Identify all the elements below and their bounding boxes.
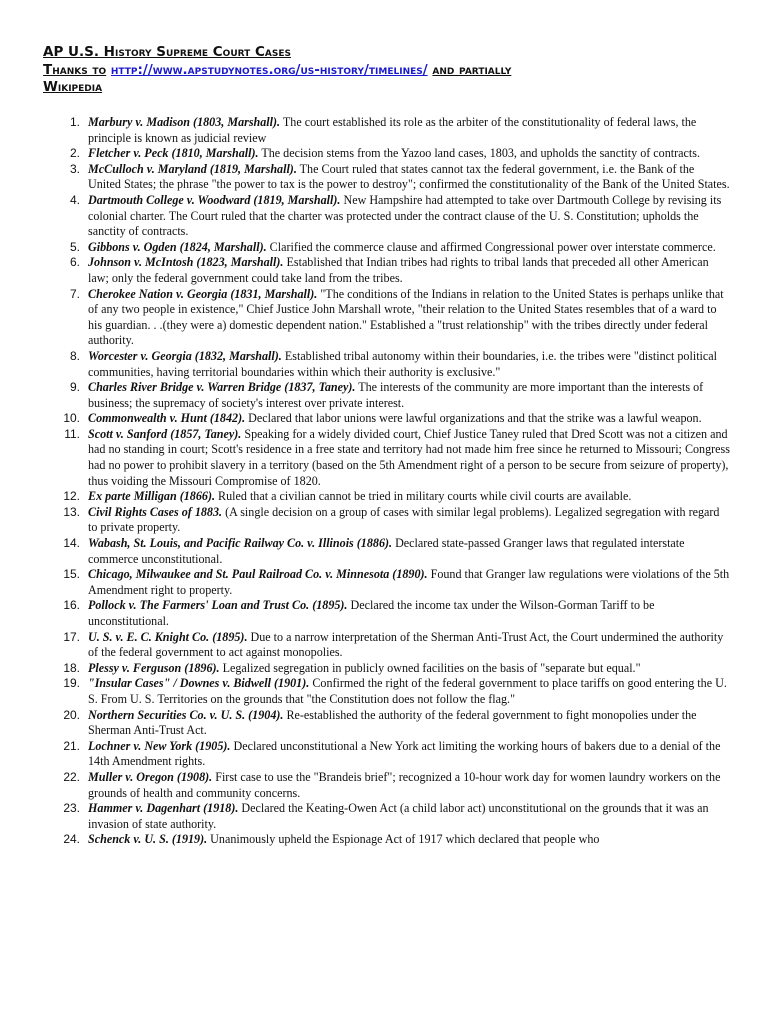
- case-description: Unanimously upheld the Espionage Act of 1917 which declared that people who: [210, 832, 600, 847]
- list-item-number: 18.: [63, 660, 80, 675]
- list-item-number: 20.: [63, 707, 80, 722]
- list-item: [60, 536, 730, 567]
- case-name: Scott v. Sanford (1857, Taney).: [88, 426, 242, 441]
- list-item: [60, 193, 730, 240]
- list-item: [60, 162, 730, 193]
- case-name: Dartmouth College v. Woodward (1819, Marshall).: [88, 192, 341, 207]
- case-name: Worcester v. Georgia (1832, Marshall).: [88, 348, 282, 363]
- list-item: [60, 708, 730, 739]
- list-item: [60, 489, 730, 505]
- case-name: Muller v. Oregon (1908).: [88, 769, 213, 784]
- list-item-number: 10.: [63, 411, 80, 426]
- list-item-number: 7.: [69, 286, 80, 301]
- case-description: The decision stems from the Yazoo land cases, 1803, and upholds the sanctity of contracts.: [261, 146, 700, 161]
- case-description: Speaking for a widely divided court, Chief Justice Taney ruled that Dred Scott was not a citizen and had no standing in court; Scott's residence in a free state and territory had not made him free since he returned to Missouri; Congress had no power to prohibit slavery in a territory (based on the 5th Amendment right of a person to be secure from seizure of property), thus voiding the Missouri Compromise of 1820.: [88, 426, 730, 488]
- case-description: (A single decision on a group of cases with similar legal problems). Legalized segregation with regard to private property.: [88, 504, 720, 535]
- case-name: Cherokee Nation v. Georgia (1831, Marshall).: [88, 286, 318, 301]
- case-description: The Court ruled that states cannot tax the federal government, i.e. the Bank of the United States; the phrase "the power to tax is the power to destroy"; confirmed the constitutionality of the Bank of the United States.: [88, 161, 730, 192]
- list-item: [60, 832, 730, 848]
- case-description: "The conditions of the Indians in relation to the United States is perhaps unlike that of any two people in existence," Chief Justice John Marshall wrote, "their relation to the United States resembles that of a ward to his guardian. . .(they were a) domestic dependent nation." Established a "trust relationship" with the tribes directly under federal authority.: [88, 286, 724, 348]
- document-title: AP U.S. History Supreme Court Cases: [43, 44, 291, 60]
- case-name: Fletcher v. Peck (1810, Marshall).: [88, 146, 259, 161]
- case-name: Hammer v. Dagenhart (1918).: [88, 801, 239, 816]
- case-name: Lochner v. New York (1905).: [88, 738, 231, 753]
- list-item-number: 24.: [63, 832, 80, 847]
- case-description: Confirmed the right of the federal government to place tariffs on good entering the U. S. From U. S. Territories on the grounds that "the Constitution does not follow the flag.": [88, 676, 727, 706]
- list-item: [60, 739, 730, 770]
- list-item-number: 13.: [63, 504, 80, 519]
- list-item: [60, 630, 730, 661]
- list-item-number: 19.: [63, 676, 80, 691]
- source-link[interactable]: http://www.apstudynotes.org/us-history/timelines/: [110, 61, 428, 78]
- case-name: Pollock v. The Farmers' Loan and Trust Co. (1895).: [88, 598, 348, 613]
- credit-prefix: Thanks to: [43, 61, 107, 78]
- list-item: [60, 505, 730, 536]
- case-description: Re-established the authority of the federal government to fight monopolies under the Sherman Anti-Trust Act.: [88, 707, 697, 738]
- list-item: [60, 676, 730, 707]
- list-item: [60, 801, 730, 832]
- list-item: [60, 146, 730, 162]
- list-item-number: 17.: [63, 629, 80, 644]
- case-description: Established tribal autonomy within their boundaries, i.e. the tribes were "distinct political communities, having territorial boundaries within which their authority is exclusive.": [88, 348, 718, 379]
- source-credit-wikipedia: Wikipedia: [43, 79, 103, 95]
- case-name: Marbury v. Madison (1803, Marshall).: [88, 115, 281, 129]
- list-item: [60, 287, 730, 349]
- list-item: [60, 255, 730, 286]
- case-list: [60, 115, 730, 848]
- list-item-number: 9.: [69, 380, 80, 395]
- case-name: Plessy v. Ferguson (1896).: [88, 660, 220, 675]
- case-description: Declared that labor unions were lawful organizations and that the strike was a lawful weapon.: [248, 411, 702, 426]
- case-description: Due to a narrow interpretation of the Sherman Anti-Trust Act, the Court undermined the authority of the federal government to act against monopolies.: [88, 629, 724, 660]
- source-credit-line: [43, 62, 723, 80]
- list-item: [60, 661, 730, 677]
- list-item-number: 2.: [69, 146, 80, 161]
- list-item: [60, 411, 730, 427]
- credit-suffix: and partially: [432, 61, 512, 78]
- case-name: Civil Rights Cases of 1883.: [88, 504, 223, 519]
- list-item-number: 14.: [63, 536, 80, 551]
- list-item-number: 11.: [64, 426, 80, 441]
- list-item-number: 16.: [63, 598, 80, 613]
- case-description: The interests of the community are more important than the interests of business; the supremacy of society's interest over private interest.: [88, 380, 704, 410]
- case-name: Ex parte Milligan (1866).: [88, 489, 215, 504]
- case-description: Ruled that a civilian cannot be tried in military courts while civil courts are available.: [218, 489, 632, 504]
- case-description: Legalized segregation in publicly owned facilities on the basis of "separate but equal.": [222, 660, 641, 675]
- case-description: Established that Indian tribes had rights to tribal lands that preceded all other American law; only the federal government could take land from the tribes.: [88, 255, 709, 285]
- case-name: U. S. v. E. C. Knight Co. (1895).: [88, 629, 248, 644]
- list-item-number: 5.: [69, 239, 80, 254]
- case-description: Found that Granger law regulations were violations of the 5th Amendment right to property.: [88, 567, 730, 597]
- case-name: Gibbons v. Ogden (1824, Marshall).: [88, 239, 267, 254]
- list-item-number: 21.: [63, 738, 80, 753]
- list-item-number: 6.: [69, 255, 80, 270]
- case-name: Charles River Bridge v. Warren Bridge (1837, Taney).: [88, 380, 356, 395]
- list-item: [60, 380, 730, 411]
- list-item: [60, 427, 730, 489]
- list-item-number: 1.: [69, 115, 80, 129]
- list-item: [60, 115, 730, 146]
- list-item-number: 3.: [69, 161, 80, 176]
- case-name: Commonwealth v. Hunt (1842).: [88, 411, 246, 426]
- case-description: Declared the income tax under the Wilson-Gorman Tariff to be unconstitutional.: [88, 598, 655, 628]
- list-item-number: 12.: [63, 489, 80, 504]
- case-description: Declared the Keating-Owen Act (a child labor act) unconstitutional on the grounds that it was an invasion of state authority.: [88, 801, 709, 831]
- case-description: Declared unconstitutional a New York act limiting the working hours of bakers due to a denial of the 14th Amendment rights.: [88, 738, 721, 769]
- list-item: [60, 770, 730, 801]
- case-name: Chicago, Milwaukee and St. Paul Railroad Co. v. Minnesota (1890).: [88, 567, 428, 582]
- list-item-number: 8.: [69, 348, 80, 363]
- list-item: [60, 598, 730, 629]
- list-item-number: 23.: [63, 801, 80, 816]
- case-description: The court established its role as the arbiter of the constitutionality of federal laws, the principle is known as judicial review: [88, 115, 697, 145]
- case-name: McCulloch v. Maryland (1819, Marshall).: [88, 161, 297, 176]
- case-description: Declared state-passed Granger laws that regulated interstate commerce unconstitutional.: [88, 536, 685, 566]
- case-name: "Insular Cases" / Downes v. Bidwell (1901).: [88, 676, 310, 691]
- list-item-number: 4.: [69, 192, 80, 207]
- case-name: Northern Securities Co. v. U. S. (1904).: [88, 707, 284, 722]
- list-item-number: 22.: [63, 769, 80, 784]
- case-description: Clarified the commerce clause and affirmed Congressional power over interstate commerce.: [269, 239, 716, 254]
- case-name: Schenck v. U. S. (1919).: [88, 832, 208, 847]
- list-item: [60, 240, 730, 256]
- case-description: New Hampshire had attempted to take over Dartmouth College by revising its colonial charter. The Court ruled that the charter was protected under the contract clause of the U. S. Constitution; upholds the sanctity of contracts.: [88, 192, 722, 239]
- case-name: Johnson v. McIntosh (1823, Marshall).: [88, 255, 284, 270]
- case-name: Wabash, St. Louis, and Pacific Railway Co. v. Illinois (1886).: [88, 536, 393, 551]
- document-header: [43, 44, 723, 97]
- case-description: First case to use the "Brandeis brief"; recognized a 10-hour work day for women laundry workers on the grounds of health and community concerns.: [88, 769, 721, 800]
- list-item: [60, 567, 730, 598]
- list-item: [60, 349, 730, 380]
- list-item-number: 15.: [63, 567, 80, 582]
